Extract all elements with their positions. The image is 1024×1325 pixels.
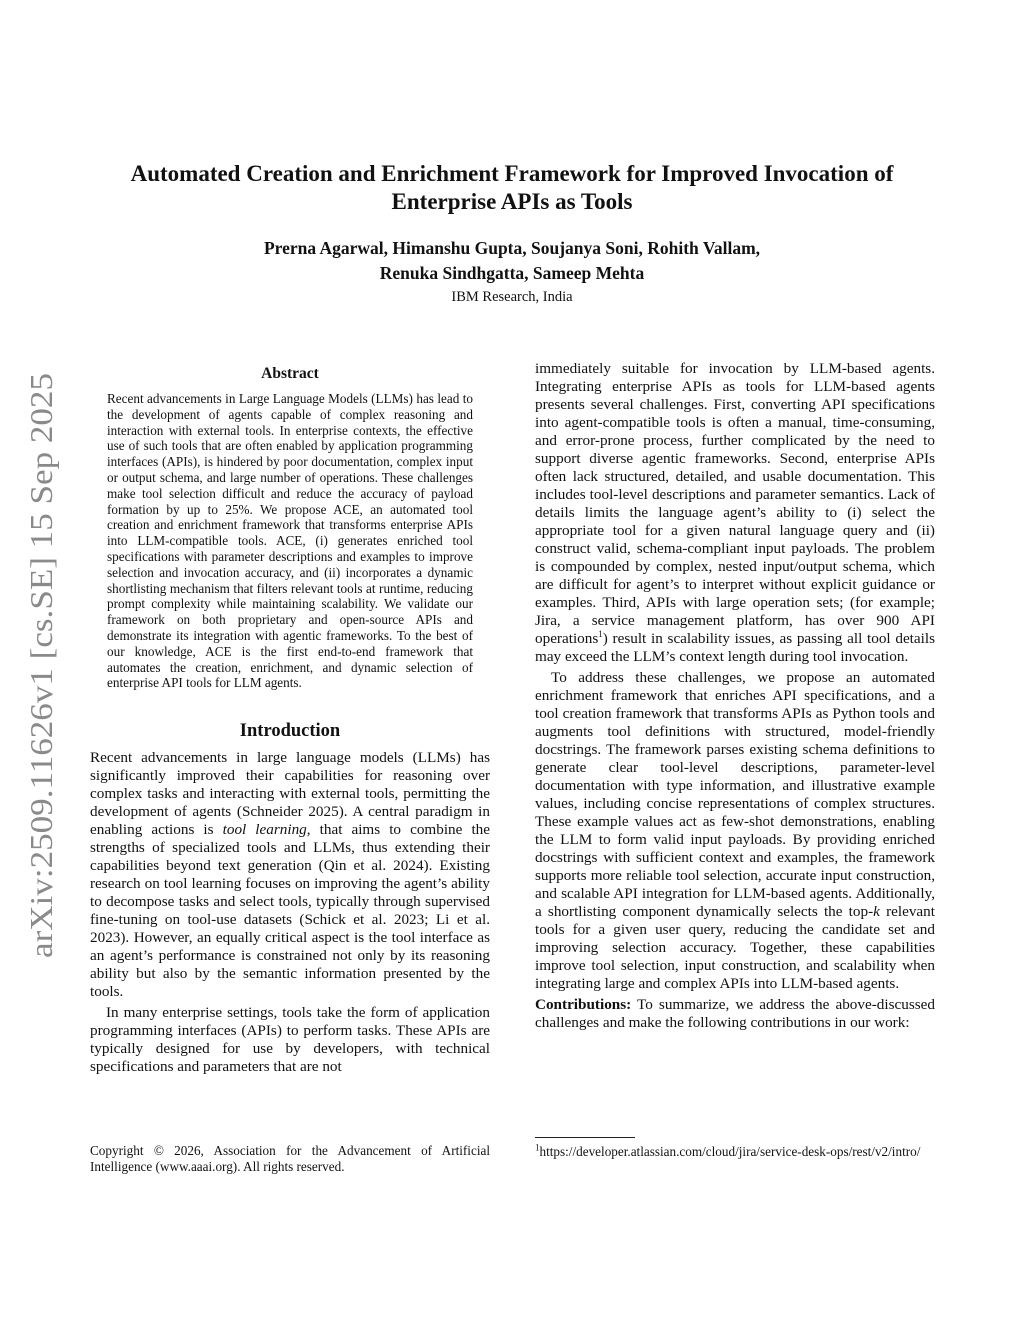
intro-p3-emphasis: k xyxy=(873,903,880,920)
contributions-text: To summarize, we address the above-discussed challenges and make the following contributions in our work: xyxy=(535,996,935,1031)
intro-p1-emphasis: tool learning xyxy=(222,821,307,839)
copyright-notice: Copyright © 2026, Association for the Advancement of Artificial Intelligence (www.aaai.org). All rights reserved. xyxy=(90,1143,490,1174)
intro-paragraph-3 xyxy=(535,669,935,993)
footnote-url: https://developer.atlassian.com/cloud/jira/service-desk-ops/rest/v2/intro/ xyxy=(539,1144,921,1159)
contributions-paragraph xyxy=(535,996,935,1032)
footnote-ref-1: 1 xyxy=(598,628,603,639)
intro-p1-end: , that aims to combine the strengths of specialized tools and LLMs, thus extending their capabilities beyond text generation (Qin et al. 2024). Existing research on tool learning focuses on improving the agent’s ability to decompose tasks and select tools, typically through supervised fine-tuning on tool-use datasets (Schick et al. 2023; Li et al. 2023). However, an equally critical aspect is the tool interface as an agent’s performance is constrained not only by its reasoning ability but also by the semantic information presented by the tools. xyxy=(90,821,490,1001)
authors-line-2: Renuka Sindhgatta, Sameep Mehta xyxy=(379,263,645,283)
abstract-heading: Abstract xyxy=(261,365,319,382)
contributions-label: Contributions: xyxy=(535,996,632,1013)
author-list xyxy=(90,236,934,286)
intro-p3-start: To address these challenges, we propose an automated enrichment framework that enriches API specifications, and a tool creation framework that transforms APIs as Python tools and augments tool definitions with structured, model-friendly docstrings. The framework parses existing schema definitions to generate clear tool-level descriptions, parameter-level documentation with type information, and illustrative example values, including concise representations of complex structures. These example values act as few-shot demonstrations, enabling the LLM to form valid input payloads. By providing enriched docstrings with sufficient context and examples, the framework supports more reliable tool selection, accurate input construction, and scalable API integration for LLM-based agents. Additionally, a shortlisting component dynamically selects the top- xyxy=(535,669,935,920)
intro-p2-cont-start: immediately suitable for invocation by LLM-based agents. Integrating enterprise APIs as tools for LLM-based agents presents several challenges. First, converting API specifications into agent-compatible tools is often a manual, time-consuming, and error-prone process, further complicated by the need to support diverse agentic frameworks. Second, enterprise APIs often lack structured, detailed, and usable documentation. This includes tool-level descriptions and parameter semantics. Lack of details limits the language agent’s ability to (i) select the appropriate tool for a given natural language query and (ii) construct valid, schema-compliant input payloads. The problem is compounded by complex, nested input/output schema, which are difficult for agent’s to interpret without explicit guidance or examples. Third, APIs with large operation sets; (for example; Jira, a service management platform, has over 900 API operations xyxy=(535,360,935,647)
intro-paragraph-2-continued xyxy=(535,360,935,666)
intro-p1-start: Recent advancements in large language models (LLMs) has significantly improved their capabilities for reasoning over complex tasks and interacting with external tools, permitting the development of agents (Schneider 2025). A central paradigm in enabling actions is xyxy=(90,749,490,839)
arxiv-stamp-text: arXiv:2509.11626v1 [cs.SE] 15 Sep 2025 xyxy=(23,424,59,958)
footnote-1 xyxy=(535,1143,935,1160)
arxiv-stamp xyxy=(0,0,60,1325)
intro-p3-end: relevant tools for a given user query, reducing the candidate set and improving selection accuracy. Together, these capabilities improve tool selection, input construction, and scalability when integrating large and complex APIs into LLM-based agents. xyxy=(535,903,935,992)
footnote-mark: 1 xyxy=(535,1142,540,1153)
paper-title: Automated Creation and Enrichment Framework for Improved Invocation of Enterprise APIs as Tools xyxy=(130,161,894,214)
authors-line-1: Prerna Agarwal, Himanshu Gupta, Soujanya Soni, Rohith Vallam, xyxy=(263,238,761,258)
intro-paragraph-1 xyxy=(90,749,490,1001)
footnote-divider xyxy=(535,1137,635,1138)
intro-p2-cont-end: ) result in scalability issues, as passing all tool details may exceed the LLM’s context length during tool invocation. xyxy=(535,630,935,665)
abstract-text: Recent advancements in Large Language Models (LLMs) has lead to the development of agents capable of complex reasoning and interaction with external tools. In enterprise contexts, the effective use of such tools that are often enabled by application programming interfaces (APIs), is hindered by poor documentation, complex input or output schema, and large number of operations. These challenges make tool selection difficult and reduce the accuracy of payload formation by up to 25%. We propose ACE, an automated tool creation and enrichment framework that transforms enterprise APIs into LLM-compatible tools. ACE, (i) generates enriched tool specifications with parameter descriptions and examples to improve selection and invocation accuracy, and (ii) incorporates a dynamic shortlisting mechanism that filters relevant tools at runtime, reducing prompt complexity while maintaining scalability. We validate our framework on both proprietary and open-source APIs and demonstrate its integration with agentic frameworks. To the best of our knowledge, ACE is the first end-to-end framework that automates the creation, enrichment, and dynamic selection of enterprise API tools for LLM agents. xyxy=(107,391,473,691)
affiliation: IBM Research, India xyxy=(451,289,573,305)
intro-paragraph-2-start: In many enterprise settings, tools take the form of application programming interfaces (APIs) to perform tasks. These APIs are typically designed for use by developers, with technical specifications and parameters that are not xyxy=(90,1004,490,1076)
introduction-heading: Introduction xyxy=(239,721,341,742)
right-column xyxy=(535,360,935,1032)
left-column xyxy=(90,360,490,1076)
